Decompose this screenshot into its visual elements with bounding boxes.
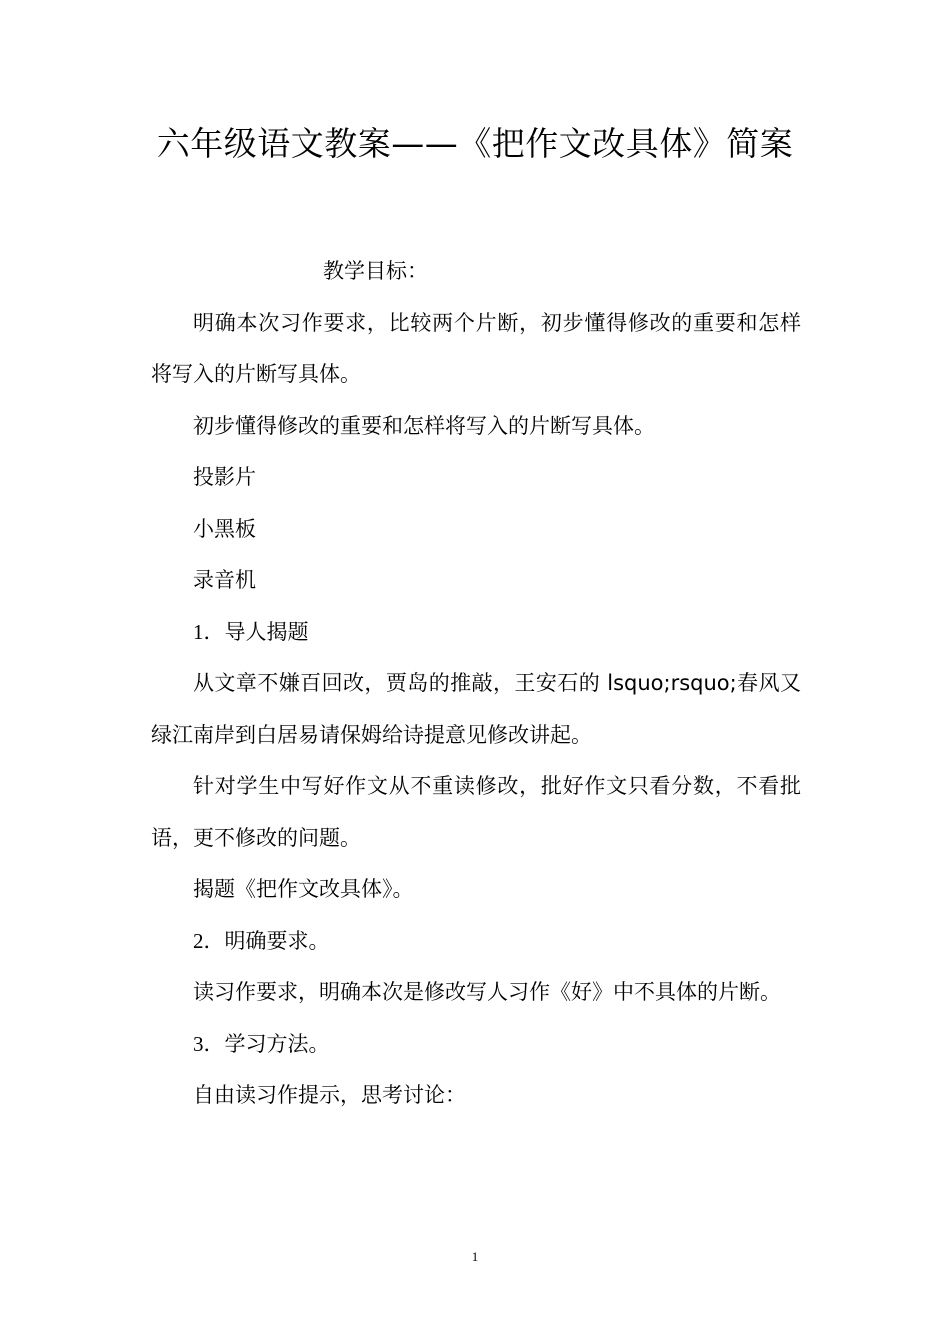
paragraph-requirements: 读习作要求，明确本次是修改写人习作《好》中不具体的片断。: [193, 980, 781, 1004]
page-number: 1: [471, 1249, 479, 1264]
paragraph-material-projector: 投影片: [193, 465, 256, 489]
paragraph-step-1: 1．导人揭题: [193, 619, 309, 644]
paragraph-material-recorder: 录音机: [193, 568, 256, 592]
paragraph-discussion: 自由读习作提示，思考讨论：: [193, 1083, 466, 1107]
document-title: 六年级语文教案——《把作文改具体》简案: [156, 124, 794, 163]
paragraph-problem: 针对学生中写好作文从不重读修改，批好作文只看分数，不看批语，更不修改的问题。: [151, 774, 801, 850]
paragraph-reveal-topic: 揭题《把作文改具体》。: [193, 877, 414, 901]
paragraph-objective: 明确本次习作要求，比较两个片断，初步懂得修改的重要和怎样将写入的片断写具体。: [151, 310, 801, 386]
paragraph-material-blackboard: 小黑板: [193, 516, 256, 541]
paragraph-step-2: 2．明确要求。: [193, 928, 330, 953]
paragraph-introduction: 从文章不嫌百回改，贾岛的推敲，王安石的 lsquo;rsquo;春风又绿江南岸到白居易请保姆给诗提意见修改讲起。: [151, 671, 801, 747]
section-heading: 教学目标：: [323, 259, 428, 283]
paragraph-step-3: 3．学习方法。: [193, 1031, 330, 1056]
document-body: [151, 246, 801, 1122]
paragraph-key-point: 初步懂得修改的重要和怎样将写入的片断写具体。: [193, 413, 655, 438]
